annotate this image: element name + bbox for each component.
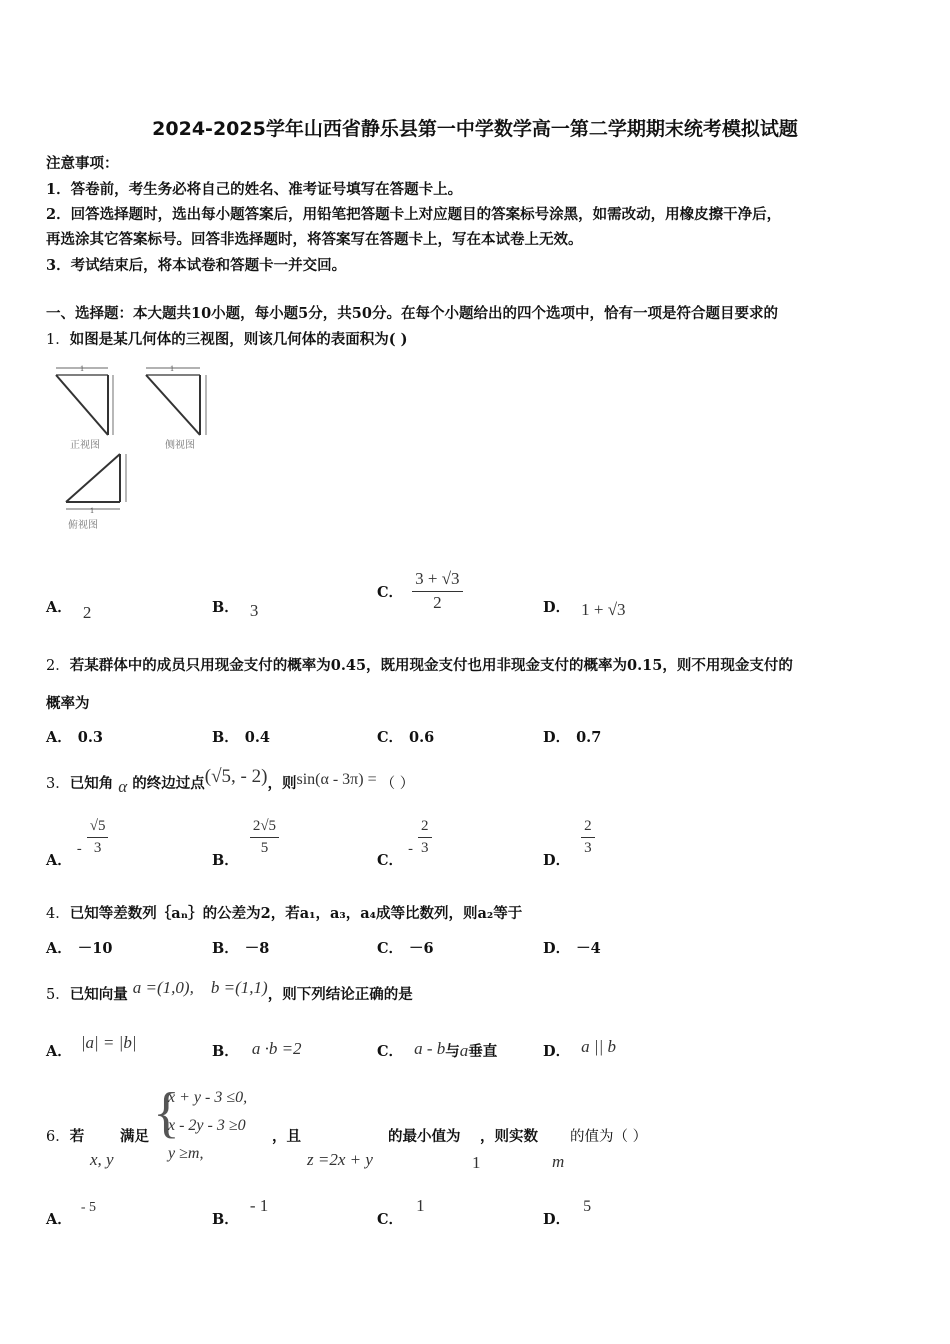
option-a[interactable]: A． |a| = |b|: [46, 1033, 137, 1060]
constraint-3: y ≥m,: [168, 1145, 204, 1162]
question-1: [46, 328, 408, 349]
option-b[interactable]: B． －8: [212, 940, 270, 957]
option-a[interactable]: A． －10: [46, 940, 113, 957]
min-value: 1: [472, 1153, 481, 1172]
option-a[interactable]: A． 2: [46, 599, 92, 622]
option-b[interactable]: B． 0.4: [212, 729, 270, 746]
option-d[interactable]: D． 5: [543, 1198, 592, 1228]
dimension-label: 1: [170, 364, 174, 373]
question-text: 若某群体中的成员只用现金支付的概率为0.45，既用现金支付也用非现金支付的概率为0.15，则不用现金支付的: [69, 657, 793, 674]
option-b[interactable]: B． - 1: [212, 1196, 269, 1228]
option-value: |a| = |b|: [80, 1033, 137, 1052]
vector-b: b =(1,1): [210, 978, 268, 997]
question-text: 已知等差数列｛aₙ｝的公差为2，若a₁，a₃，a₄成等比数列，则a₂等于: [69, 905, 523, 922]
front-view-caption: 正视图: [70, 440, 100, 451]
notice-line-1: 1．答卷前，考生务必将自己的姓名、准考证号填写在答题卡上。: [46, 181, 463, 198]
notice-line-4: 3．考试结束后，将本试卷和答题卡一并交回。: [46, 257, 347, 274]
option-value: 1 + √3: [581, 600, 626, 619]
question-2: [46, 654, 793, 675]
option-fraction: $\frac{2}{3}$: [418, 818, 432, 856]
dimension-label: 1: [90, 506, 94, 515]
point-coordinates: (√5, - 2): [204, 766, 268, 787]
question-2-cont: 概率为: [46, 695, 90, 712]
option-value: 2: [82, 603, 92, 622]
notice-heading: 注意事项：: [46, 155, 119, 172]
option-value: 5: [583, 1198, 592, 1215]
question-number: 6．: [46, 1129, 70, 1145]
top-view-caption: 俯视图: [68, 520, 98, 531]
notice-line-3: 再选涂其它答案标号。回答非选择题时，将答案写在答题卡上，写在本试卷上无效。: [46, 231, 583, 248]
option-b[interactable]: B． $\frac{2√5}{5}$: [212, 818, 279, 856]
option-d[interactable]: D． －4: [543, 940, 601, 957]
option-fraction: $\frac{3 + √3}{2}$: [412, 570, 462, 612]
option-value: - 1: [249, 1196, 269, 1215]
question-number: 5．: [46, 987, 70, 1003]
option-fraction: $\frac{√5}{3}$: [87, 818, 109, 856]
constraint-1: x + y - 3 ≤0,: [168, 1089, 248, 1106]
question-4: [46, 902, 522, 923]
question-5: 5．已知向量 a =(1,0), b =(1,1)，则下列结论正确的是: [46, 978, 413, 1003]
question-6-text: ，且: [272, 1128, 301, 1145]
option-fraction: $\frac{2}{3}$: [581, 818, 595, 856]
option-b[interactable]: B． 3: [212, 599, 259, 620]
question-3: 3．已知角 α 的终边过点(√5, - 2)，则sin(α - 3π) = （ ）: [46, 766, 415, 796]
option-c[interactable]: C． 1: [377, 1196, 425, 1228]
dimension-label: 1: [80, 364, 84, 373]
alpha-symbol: α: [118, 777, 128, 796]
option-d[interactable]: D． a || b: [543, 1037, 616, 1060]
question-6-text: ，则实数: [480, 1128, 538, 1145]
variables-xy: x, y: [90, 1150, 114, 1169]
option-c[interactable]: C． －6: [377, 940, 434, 957]
constraint-2: x - 2y - 3 ≥0: [168, 1117, 246, 1134]
question-6-text: 的最小值为: [388, 1128, 461, 1145]
option-b[interactable]: B． a ·b =2: [212, 1039, 302, 1060]
page-title: 2024-2025学年山西省静乐县第一中学数学高一第二学期期末统考模拟试题: [152, 118, 798, 140]
question-number: 4．: [46, 906, 70, 922]
option-value: 3: [249, 601, 259, 620]
option-c[interactable]: C． $\frac{3 + √3}{2}$: [377, 570, 463, 612]
section-heading: 一、选择题：本大题共10小题，每小题5分，共50分。在每个小题给出的四个选项中，恰有一项是符合题目要求的: [46, 305, 778, 322]
option-d[interactable]: D． 1 + √3: [543, 599, 626, 619]
objective-z: z =2x + y: [307, 1150, 373, 1169]
three-view-figure: [48, 360, 228, 535]
question-6-text: 的值为（ ）: [570, 1129, 648, 1145]
option-value: a || b: [581, 1037, 616, 1056]
notice-line-2: 2．回答选择题时，选出每小题答案后，用铅笔把答题卡上对应题目的答案标号涂黑，如需改动，用橡皮擦干净后，: [46, 206, 782, 223]
option-c[interactable]: C． 0.6: [377, 729, 435, 746]
question-number: 3．: [46, 776, 70, 792]
question-number: 1．: [46, 332, 70, 348]
option-value: - 5: [80, 1200, 96, 1215]
option-d[interactable]: D． $\frac{2}{3}$: [543, 818, 595, 856]
side-view-edge: [146, 375, 200, 435]
top-view-edge: [66, 454, 120, 502]
option-a[interactable]: A． 0.3: [46, 729, 103, 746]
option-c[interactable]: C． a - b与a垂直: [377, 1039, 498, 1060]
vector-a: a =(1,0),: [132, 978, 194, 997]
option-a[interactable]: A． - 5: [46, 1200, 96, 1228]
option-fraction: $\frac{2√5}{5}$: [250, 818, 279, 856]
option-a[interactable]: A． - $\frac{√5}{3}$: [46, 818, 108, 856]
option-c[interactable]: C． - $\frac{2}{3}$: [377, 818, 432, 856]
side-view-caption: 侧视图: [165, 440, 195, 451]
question-6-text: 满足: [120, 1128, 149, 1145]
system-brace: {: [153, 1082, 180, 1144]
question-6-prefix: 6．若: [46, 1128, 85, 1145]
variable-m: m: [552, 1152, 565, 1171]
front-view-edge: [56, 375, 108, 435]
question-text: 如图是某几何体的三视图，则该几何体的表面积为( ): [69, 331, 408, 348]
option-d[interactable]: D． 0.7: [543, 729, 602, 746]
sin-expression: sin(α - 3π) =: [296, 771, 377, 788]
option-value: 1: [416, 1196, 425, 1215]
option-value: a ·b =2: [251, 1039, 302, 1058]
question-number: 2．: [46, 658, 70, 674]
